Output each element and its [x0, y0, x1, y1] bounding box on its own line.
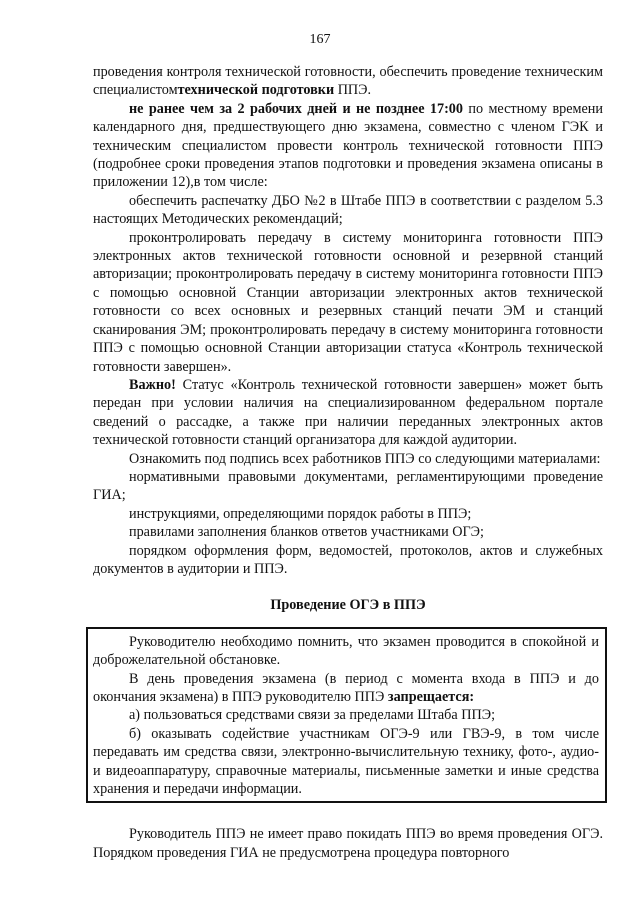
- box-paragraph-3: а) пользоваться средствами связи за пределами Штаба ППЭ;: [129, 707, 496, 724]
- paragraph-9: правилами заполнения бланков ответов участниками ОГЭ;: [129, 524, 484, 541]
- paragraph-2: не ранее чем за 2 рабочих дней и не позднее 17:00 по местному времени календарного дня, предшествующего дню экзамена, совместно с членом ГЭК и техническим специалистом провести контроль технической готовности ППЭ (подробнее сроки проведения этапов подготовки и проведения экзамена описаны в приложении 12),в том числе:: [93, 100, 603, 191]
- document-body: [93, 63, 603, 862]
- final-paragraph: Руководитель ППЭ не имеет право покидать ППЭ во время проведения ОГЭ. Порядком проведения ГИА не предусмотрена процедура повторного: [93, 826, 603, 861]
- paragraph-3: обеспечить распечатку ДБО №2 в Штабе ППЭ в соответствии с разделом 5.3 настоящих Методических рекомендаций;: [93, 192, 603, 228]
- paragraph-5: Важно! Статус «Контроль технической готовности завершен» может быть передан при условии наличия на специализированном федеральном портале сведений о рассадке, а также при наличии переданных электронных актов технической готовности станций организатора для каждой аудитории.: [93, 376, 603, 449]
- section-title: Проведение ОГЭ в ППЭ: [270, 597, 426, 614]
- paragraph-8: инструкциями, определяющими порядок работы в ППЭ;: [129, 505, 472, 522]
- warning-box: [86, 627, 607, 804]
- page-number: 167: [309, 32, 331, 47]
- paragraph-6: Ознакомить под подпись всех работников ППЭ со следующими материалами:: [129, 450, 601, 467]
- box-paragraph-1: Руководителю необходимо помнить, что экзамен проводится в спокойной и доброжелательной обстановке.: [93, 633, 599, 669]
- paragraph-7: нормативными правовыми документами, регламентирующими проведение ГИА;: [93, 468, 603, 504]
- box-paragraph-4: б) оказывать содействие участникам ОГЭ-9 или ГВЭ-9, в том числе передавать им средства связи, электронно-вычислительную технику, фото-, аудио- и видеоаппаратуру, справочные материалы, письменные заметки и иные средства хранения и передачи информации.: [93, 725, 599, 798]
- paragraph-4: проконтролировать передачу в систему мониторинга готовности ППЭ электронных актов технической готовности основной и резервной станций авторизации; проконтролировать передачу в систему мониторинга готовности ППЭ с помощью основной Станции авторизации электронных актов технической готовности со всех основных и резервных станций печати ЭМ и станций сканирования ЭМ; проконтролировать передачу в систему мониторинга готовности ППЭ с помощью основной Станции авторизации статуса «Контроль технической готовности завершен».: [93, 229, 603, 375]
- paragraph-10: порядком оформления форм, ведомостей, протоколов, актов и служебных документов в аудитории и ППЭ.: [93, 542, 603, 577]
- paragraph-1: проведения контроля технической готовности, обеспечить проведение техническим специалистомтехнической подготовки ППЭ.: [93, 64, 603, 99]
- box-paragraph-2: В день проведения экзамена (в период с момента входа в ППЭ и до окончания экзамена) в ППЭ руководителю ППЭ запрещается:: [93, 670, 599, 705]
